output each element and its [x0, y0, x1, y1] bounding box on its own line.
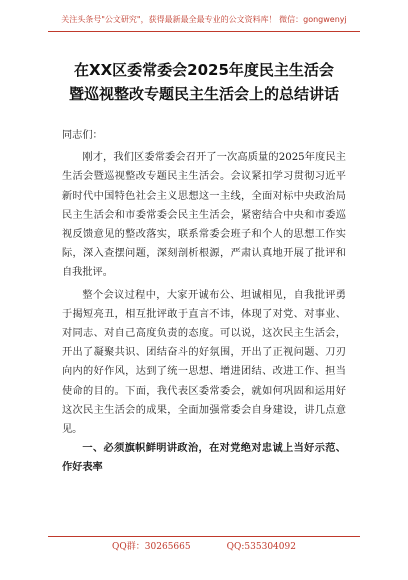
footer-contact [40, 540, 368, 554]
header-notice: 关注头条号"公文研究"，获得最新最全最专业的公文资料库！ 微信：gongwenyj [61, 15, 347, 24]
footer-qq-group: QQ群：30265665 [112, 542, 191, 552]
title-line-2: 暨巡视整改专题民主生活会上的总结讲话 [68, 85, 339, 103]
document-body [62, 126, 346, 478]
section-heading: 一、必须旗帜鲜明讲政治，在对党绝对忠诚上当好示范、作好表率 [62, 443, 346, 474]
title-line-1: 在XX区委常委会2025年度民主生活会 [74, 61, 334, 79]
footer-qq-contact: QQ:535304092 [226, 542, 296, 552]
salutation: 同志们： [62, 130, 103, 141]
body-paragraph: 刚才，我们区委常委会召开了一次高质量的2025年度民主生活会暨巡视整改专题民主生活会。会议紧扣学习贯彻习近平新时代中国特色社会主义思想这一主线，全面对标中央政治局民主生活会和市委常委会民主生活会，紧密结合中央和市委巡视反馈意见的整改落实，联系常委会班子和个人的思想工作实际，深入查摆问题，深刻剖析根源，严肃认真地开展了批评和自我批评。 [62, 152, 346, 279]
footer-divider [48, 536, 360, 537]
header-divider [48, 31, 360, 32]
body-paragraph: 整个会议过程中，大家开诚布公、坦诚相见，自我批评勇于揭短亮丑，相互批评敢于直言不讳，体现了对党、对事业、对同志、对自己高度负责的态度。可以说，这次民主生活会，开出了凝聚共识、团结奋斗的好氛围，开出了正视问题、刀刃向内的好作风，达到了统一思想、增进团结、改进工作、担当使命的目的。下面，我代表区委常委会，就如何巩固和运用好这次民主生活会的成果，全面加强常委会自身建设，讲几点意见。 [62, 289, 346, 436]
document-title [30, 58, 378, 106]
